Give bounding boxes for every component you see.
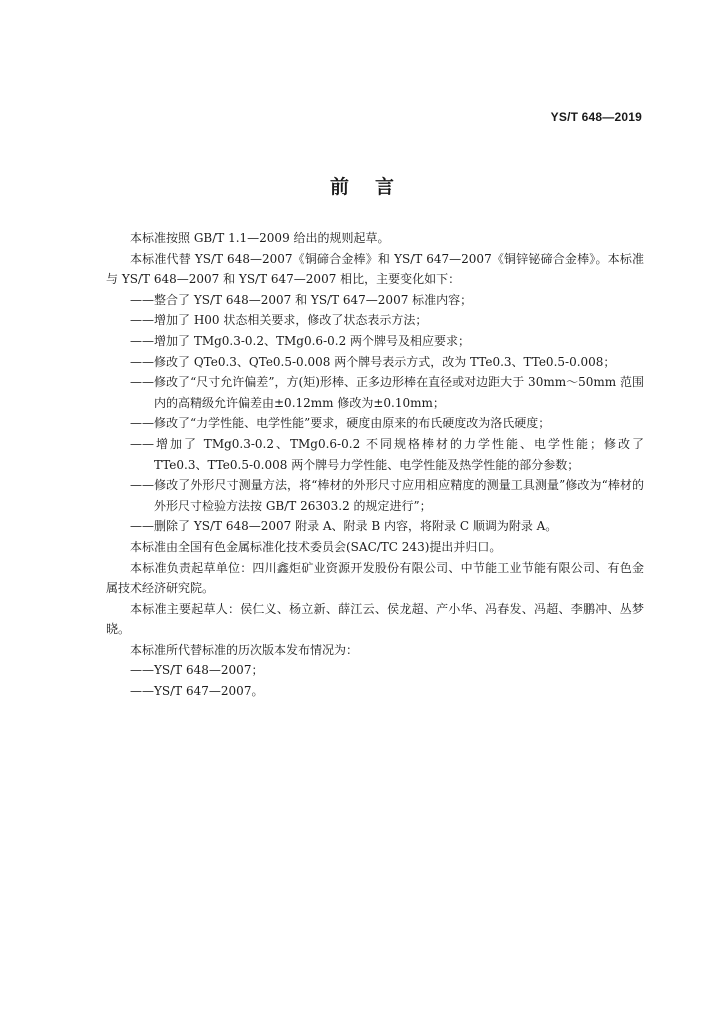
change-item: ——增加了 H00 状态相关要求，修改了状态表示方法； xyxy=(130,313,428,328)
replacement-paragraph: 本标准代替 YS/T 648—2007《铜碲合金棒》和 YS/T 647—2007《铜锌铋碲合金棒》。本标准与 YS/T 648—2007 和 YS/T 647—2007 相比，主要变化如下： xyxy=(106,251,644,287)
change-item: ——修改了“力学性能、电学性能”要求，硬度由原来的布氏硬度改为洛氏硬度； xyxy=(130,416,551,431)
drafters-paragraph: 本标准主要起草人：侯仁义、杨立新、薛江云、侯龙超、产小华、冯春发、冯超、李鹏冲、丛梦晓。 xyxy=(106,601,644,637)
history-intro-paragraph: 本标准所代替标准的历次版本发布情况为： xyxy=(130,642,359,657)
change-item: ——整合了 YS/T 648—2007 和 YS/T 647—2007 标准内容； xyxy=(130,292,473,307)
drafting-units-paragraph: 本标准负责起草单位：四川鑫炬矿业资源开发股份有限公司、中节能工业节能有限公司、有色金属技术经济研究院。 xyxy=(106,560,644,596)
standard-code: YS/T 648—2019 xyxy=(550,110,642,124)
change-item: ——修改了 QTe0.3、QTe0.5-0.008 两个牌号表示方式，改为 TTe0.3、TTe0.5-0.008； xyxy=(130,354,616,369)
change-item: ——修改了外形尺寸测量方法，将“棒材的外形尺寸应用相应精度的测量工具测量”修改为“棒材的外形尺寸检验方法按 GB/T 26303.2 的规定进行”； xyxy=(130,478,644,513)
history-item: ——YS/T 648—2007； xyxy=(130,663,264,678)
change-item: ——增加了 TMg0.3-0.2、TMg0.6-0.2 不同规格棒材的力学性能、电学性能；修改了 TTe0.3、TTe0.5-0.008 两个牌号力学性能、电学性能及热学性能的部分参数； xyxy=(130,436,644,472)
page-title: 前言 xyxy=(329,176,420,198)
committee-paragraph: 本标准由全国有色金属标准化技术委员会(SAC/TC 243)提出并归口。 xyxy=(130,539,502,554)
history-item: ——YS/T 647—2007。 xyxy=(130,684,264,699)
drafting-rule-paragraph: 本标准按照 GB/T 1.1—2009 给出的规则起草。 xyxy=(130,231,390,245)
foreword-body xyxy=(106,228,644,702)
change-item: ——增加了 TMg0.3-0.2、TMg0.6-0.2 两个牌号及相应要求； xyxy=(130,333,471,348)
change-item: ——删除了 YS/T 648—2007 附录 A、附录 B 内容，将附录 C 顺调为附录 A。 xyxy=(130,519,558,534)
change-item: ——修改了“尺寸允许偏差”，方(矩)形棒、正多边形棒在直径或对边距大于 30mm～50mm 范围内的高精级允许偏差由±0.12mm 修改为±0.10mm； xyxy=(130,375,644,410)
